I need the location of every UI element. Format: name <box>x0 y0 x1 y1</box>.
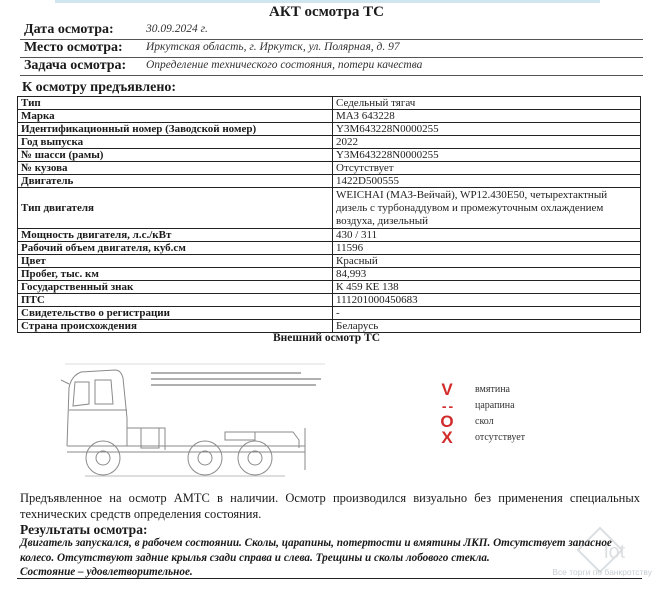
inspection-paragraph: Предъявленное на осмотр АМТС в наличии. Осмотр производился визуально без применения специальных технических средств определения состояния. <box>20 491 640 521</box>
document-title: АКТ осмотра ТС <box>269 4 384 20</box>
row-key: Тип двигателя <box>18 188 333 229</box>
watermark-tagline: Все торги по банкротству <box>552 567 652 577</box>
row-key: ПТС <box>18 294 333 307</box>
row-key: Идентификационный номер (Заводской номер) <box>18 123 333 136</box>
header-label: Задача осмотра: <box>24 58 127 73</box>
row-key: Цвет <box>18 255 333 268</box>
presented-heading: К осмотру предъявлено: <box>22 80 177 95</box>
legend-label: отсутствует <box>475 432 526 443</box>
row-value: МАЗ 643228 <box>333 110 641 123</box>
row-key: Двигатель <box>18 175 333 188</box>
table-row <box>18 255 641 268</box>
row-key: Год выпуска <box>18 136 333 149</box>
header-label: Дата осмотра: <box>24 22 114 37</box>
legend-label: царапина <box>475 400 515 411</box>
row-value: Y3M643228N0000255 <box>333 149 641 162</box>
table-row <box>18 188 641 229</box>
row-key: № шасси (рамы) <box>18 149 333 162</box>
row-key: № кузова <box>18 162 333 175</box>
spec-table <box>17 96 641 333</box>
row-key: Свидетельство о регистрации <box>18 307 333 320</box>
row-key: Тип <box>18 97 333 110</box>
missing-icon: X <box>441 428 453 447</box>
row-value: Y3M643228N0000255 <box>333 123 641 136</box>
exterior-heading: Внешний осмотр ТС <box>272 332 381 344</box>
row-value: Беларусь <box>333 320 641 333</box>
row-value: 2022 <box>333 136 641 149</box>
table-row <box>18 268 641 281</box>
table-row <box>18 242 641 255</box>
row-key: Пробег, тыс. км <box>18 268 333 281</box>
header-value: 30.09.2024 г. <box>146 23 208 35</box>
legend-label: скол <box>475 416 494 427</box>
table-row <box>18 307 641 320</box>
chip-icon: O <box>440 412 454 431</box>
header-row-task <box>20 58 643 76</box>
header-value: Определение технического состояния, потери качества <box>146 59 423 71</box>
table-row <box>18 149 641 162</box>
table-row <box>18 136 641 149</box>
legend-label: вмятина <box>475 384 510 395</box>
row-key: Марка <box>18 110 333 123</box>
row-key: Страна происхождения <box>18 320 333 333</box>
table-row <box>18 320 641 333</box>
header-row-place <box>20 40 643 58</box>
row-value: 430 / 311 <box>333 229 641 242</box>
row-value: Седельный тягач <box>333 97 641 110</box>
dent-icon: V <box>441 380 453 399</box>
results-line: Состояние – удовлетворительное. <box>20 566 193 578</box>
table-row <box>18 175 641 188</box>
table-row <box>18 281 641 294</box>
table-row <box>18 97 641 110</box>
svg-text:lot: lot <box>604 541 626 563</box>
table-row <box>18 123 641 136</box>
table-row <box>18 294 641 307</box>
header-label: Место осмотра: <box>24 40 123 55</box>
results-heading: Результаты осмотра: <box>20 522 148 537</box>
header-value: Иркутская область, г. Иркутск, ул. Полярная, д. 97 <box>146 41 400 53</box>
row-value: 11596 <box>333 242 641 255</box>
row-value: К 459 КЕ 138 <box>333 281 641 294</box>
row-key: Государственный знак <box>18 281 333 294</box>
results-line: Двигатель запускался, в рабочем состоянии. Сколы, царапины, потертости и вмятины ЛКП. Отсутствует запасное колесо. Отсутствуют задние крылья сзади справа и слева. Трещины и сколы лобового стекла. <box>20 537 612 564</box>
truck-drawing <box>55 358 335 480</box>
scratch-icon: - - <box>441 398 453 414</box>
row-value: Красный <box>333 255 641 268</box>
row-value: 1422D500555 <box>333 175 641 188</box>
header-row-date <box>20 22 643 40</box>
table-row <box>18 229 641 242</box>
row-value: 111201000450683 <box>333 294 641 307</box>
row-value: - <box>333 307 641 320</box>
top-border-line <box>55 0 600 3</box>
table-row <box>18 162 641 175</box>
row-value: 84,993 <box>333 268 641 281</box>
row-key: Мощность двигателя, л.с./кВт <box>18 229 333 242</box>
row-key: Рабочий объем двигателя, куб.см <box>18 242 333 255</box>
table-row <box>18 110 641 123</box>
row-value: WEICHAI (МАЗ-Вейчай), WP12.430E50, четырехтактный дизель с турбонаддувом и промежуточным охлаждением воздуха, дизельный <box>333 188 641 229</box>
row-value: Отсутствует <box>333 162 641 175</box>
bottom-rule <box>17 578 642 579</box>
